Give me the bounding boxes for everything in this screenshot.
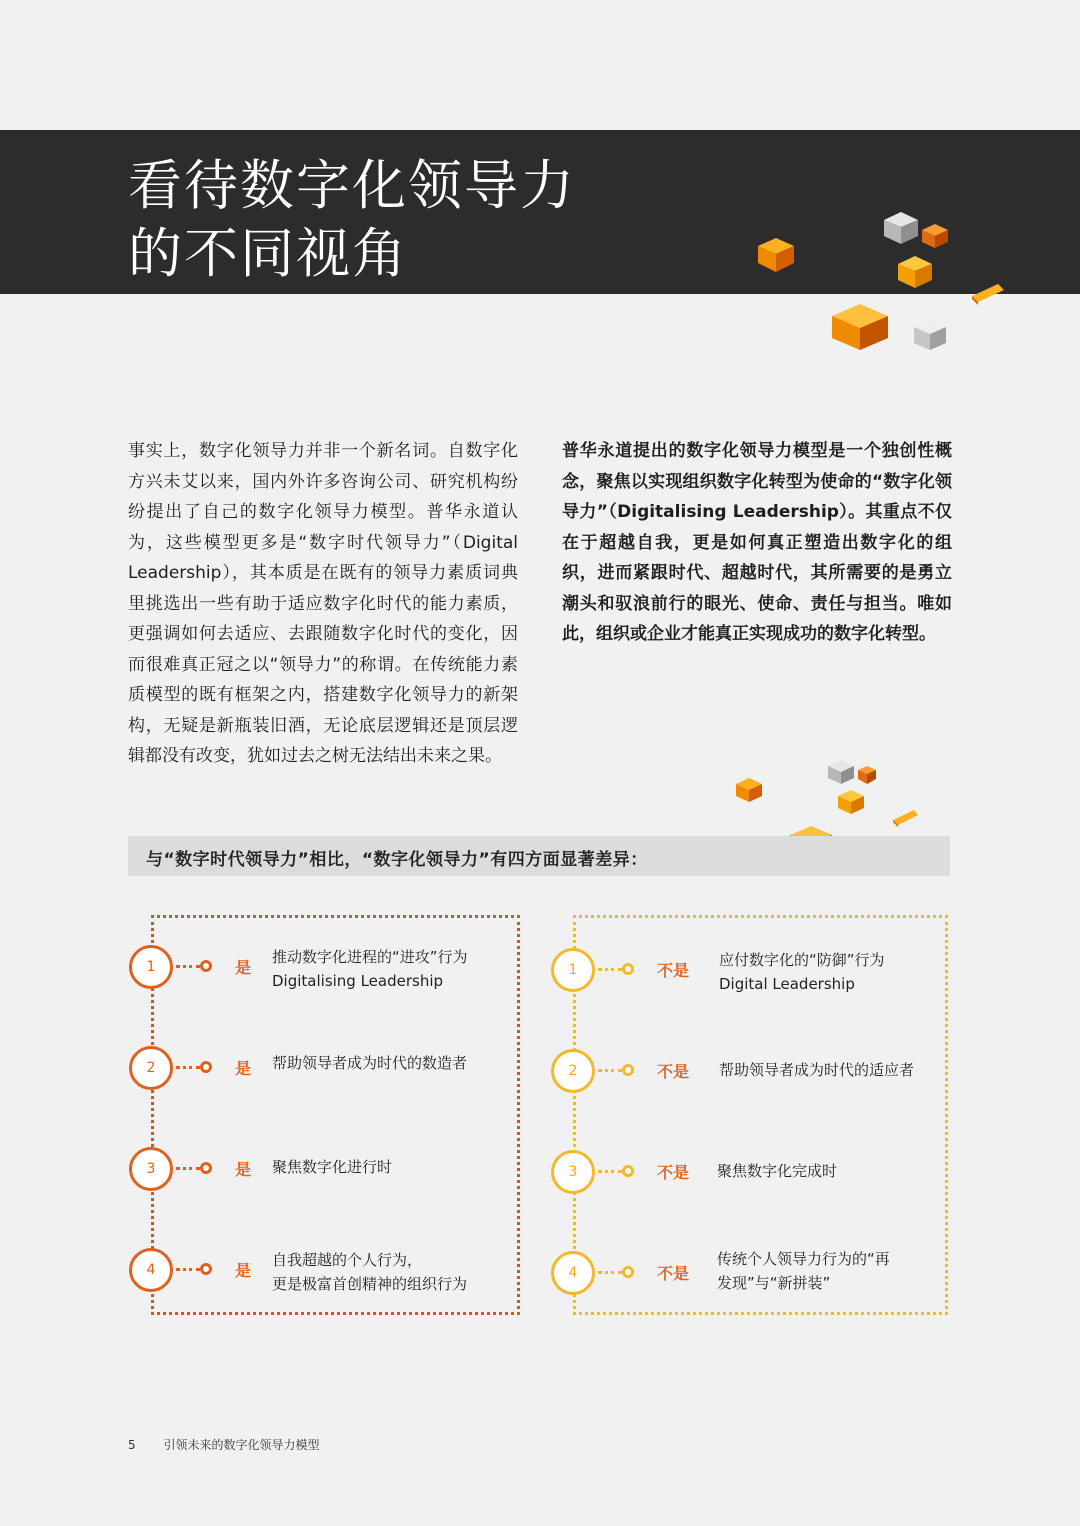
item-description: 帮助领导者成为时代的数造者 (272, 1054, 468, 1072)
is-item-2 (129, 1046, 509, 1096)
item-description: 聚焦数字化完成时 (717, 1162, 838, 1180)
item-description: 帮助领导者成为时代的适应者 (719, 1061, 915, 1079)
cube-decoration-icon (968, 282, 1006, 306)
is-not-item-1 (551, 948, 941, 998)
is-item-4 (129, 1248, 509, 1298)
dotted-connector-icon (176, 1066, 200, 1069)
item-description: 自我超越的个人行为， 更是极富首创精神的组织行为 (272, 1251, 468, 1293)
ring-icon (622, 963, 634, 975)
is-not-item-3 (551, 1150, 941, 1200)
ring-icon (200, 1061, 212, 1073)
number-badge: 4 (551, 1251, 595, 1295)
is-not-label: 不是 (657, 961, 690, 980)
ring-icon (622, 1064, 634, 1076)
dotted-connector-icon (598, 1170, 622, 1173)
page-title-line1: 看待数字化领导力 (128, 154, 576, 217)
is-not-label: 不是 (657, 1062, 690, 1081)
number-badge: 1 (551, 948, 595, 992)
dotted-connector-icon (176, 1268, 200, 1271)
left-paragraph: 事实上，数字化领导力并非一个新名词。自数字化方兴未艾以来，国内外许多咨询公司、研究机构纷纷提出了自己的数字化领导力模型。普华永道认为，这些模型更多是“数字时代领导力”（Digital Leadership），其本质是在既有的领导力素质词典里挑选出一些有助于适应数字化时代的能力素质，更强调如何去适应、去跟随数字化时代的变化，因而很难真正冠之以“领导力”的称谓。在传统能力素质模型的既有框架之内，搭建数字化领导力的新架构，无疑是新瓶装旧酒，无论底层逻辑还是顶层逻辑都没有改变，犹如过去之树无法结出未来之果。 (128, 441, 518, 766)
dotted-connector-icon (176, 1167, 200, 1170)
number-badge: 1 (129, 945, 173, 989)
item-description: 聚焦数字化进行时 (272, 1158, 393, 1176)
right-paragraph: 普华永道提出的数字化领导力模型是一个独创性概念，聚焦以实现组织数字化转型为使命的“数字化领导力”（Digitalising Leadership）。其重点不仅在于超越自我，更是如何真正塑造出数字化的组织，进而紧跟时代、超越时代，其所需要的是勇立潮头和驭浪前行的眼光、使命、责任与担当。唯如此，组织或企业才能真正实现成功的数字化转型。 (562, 441, 952, 644)
page-title (128, 152, 576, 288)
number-badge: 3 (129, 1147, 173, 1191)
item-description: 应付数字化的“防御”行为 Digital Leadership (719, 951, 885, 993)
number-badge: 4 (129, 1248, 173, 1292)
is-not-label: 不是 (657, 1264, 690, 1283)
cube-decoration-icon (920, 222, 950, 250)
is-item-1 (129, 945, 509, 995)
cube-decoration-icon (912, 318, 948, 352)
cube-decoration-icon (896, 254, 934, 290)
item-description: 传统个人领导力行为的“再 发现”与“新拼装” (717, 1250, 890, 1292)
is-label: 是 (235, 1059, 252, 1078)
comparison-heading: 与“数字时代领导力”相比，“数字化领导力”有四方面显著差异： (146, 850, 648, 870)
page-number: 5 (128, 1438, 136, 1452)
document-title: 引领未来的数字化领导力模型 (163, 1438, 320, 1452)
is-not-label: 不是 (657, 1163, 690, 1182)
dotted-connector-icon (598, 1069, 622, 1072)
cube-decoration-icon (826, 758, 856, 786)
ring-icon (200, 1162, 212, 1174)
cube-decoration-icon (890, 808, 920, 828)
ring-icon (200, 1263, 212, 1275)
cube-decoration-icon (734, 776, 764, 804)
comparison-heading-bar (128, 836, 950, 876)
item-description: 推动数字化进程的“进攻”行为 Digitalising Leadership (272, 948, 468, 990)
page-title-line2: 的不同视角 (128, 222, 408, 285)
number-badge: 3 (551, 1150, 595, 1194)
is-label: 是 (235, 1160, 252, 1179)
is-not-item-2 (551, 1049, 941, 1099)
is-not-item-4 (551, 1251, 941, 1301)
dotted-connector-icon (598, 1271, 622, 1274)
is-label: 是 (235, 1261, 252, 1280)
is-item-3 (129, 1147, 509, 1197)
cube-decoration-icon (830, 302, 890, 352)
number-badge: 2 (551, 1049, 595, 1093)
page-footer (128, 1436, 319, 1453)
is-label: 是 (235, 958, 252, 977)
cube-decoration-icon (836, 788, 866, 816)
cube-decoration-icon (856, 764, 878, 786)
ring-icon (622, 1165, 634, 1177)
dotted-connector-icon (176, 965, 200, 968)
cube-decoration-icon (882, 210, 920, 246)
ring-icon (622, 1266, 634, 1278)
dotted-connector-icon (598, 968, 622, 971)
number-badge: 2 (129, 1046, 173, 1090)
cube-decoration-icon (756, 236, 796, 274)
ring-icon (200, 960, 212, 972)
